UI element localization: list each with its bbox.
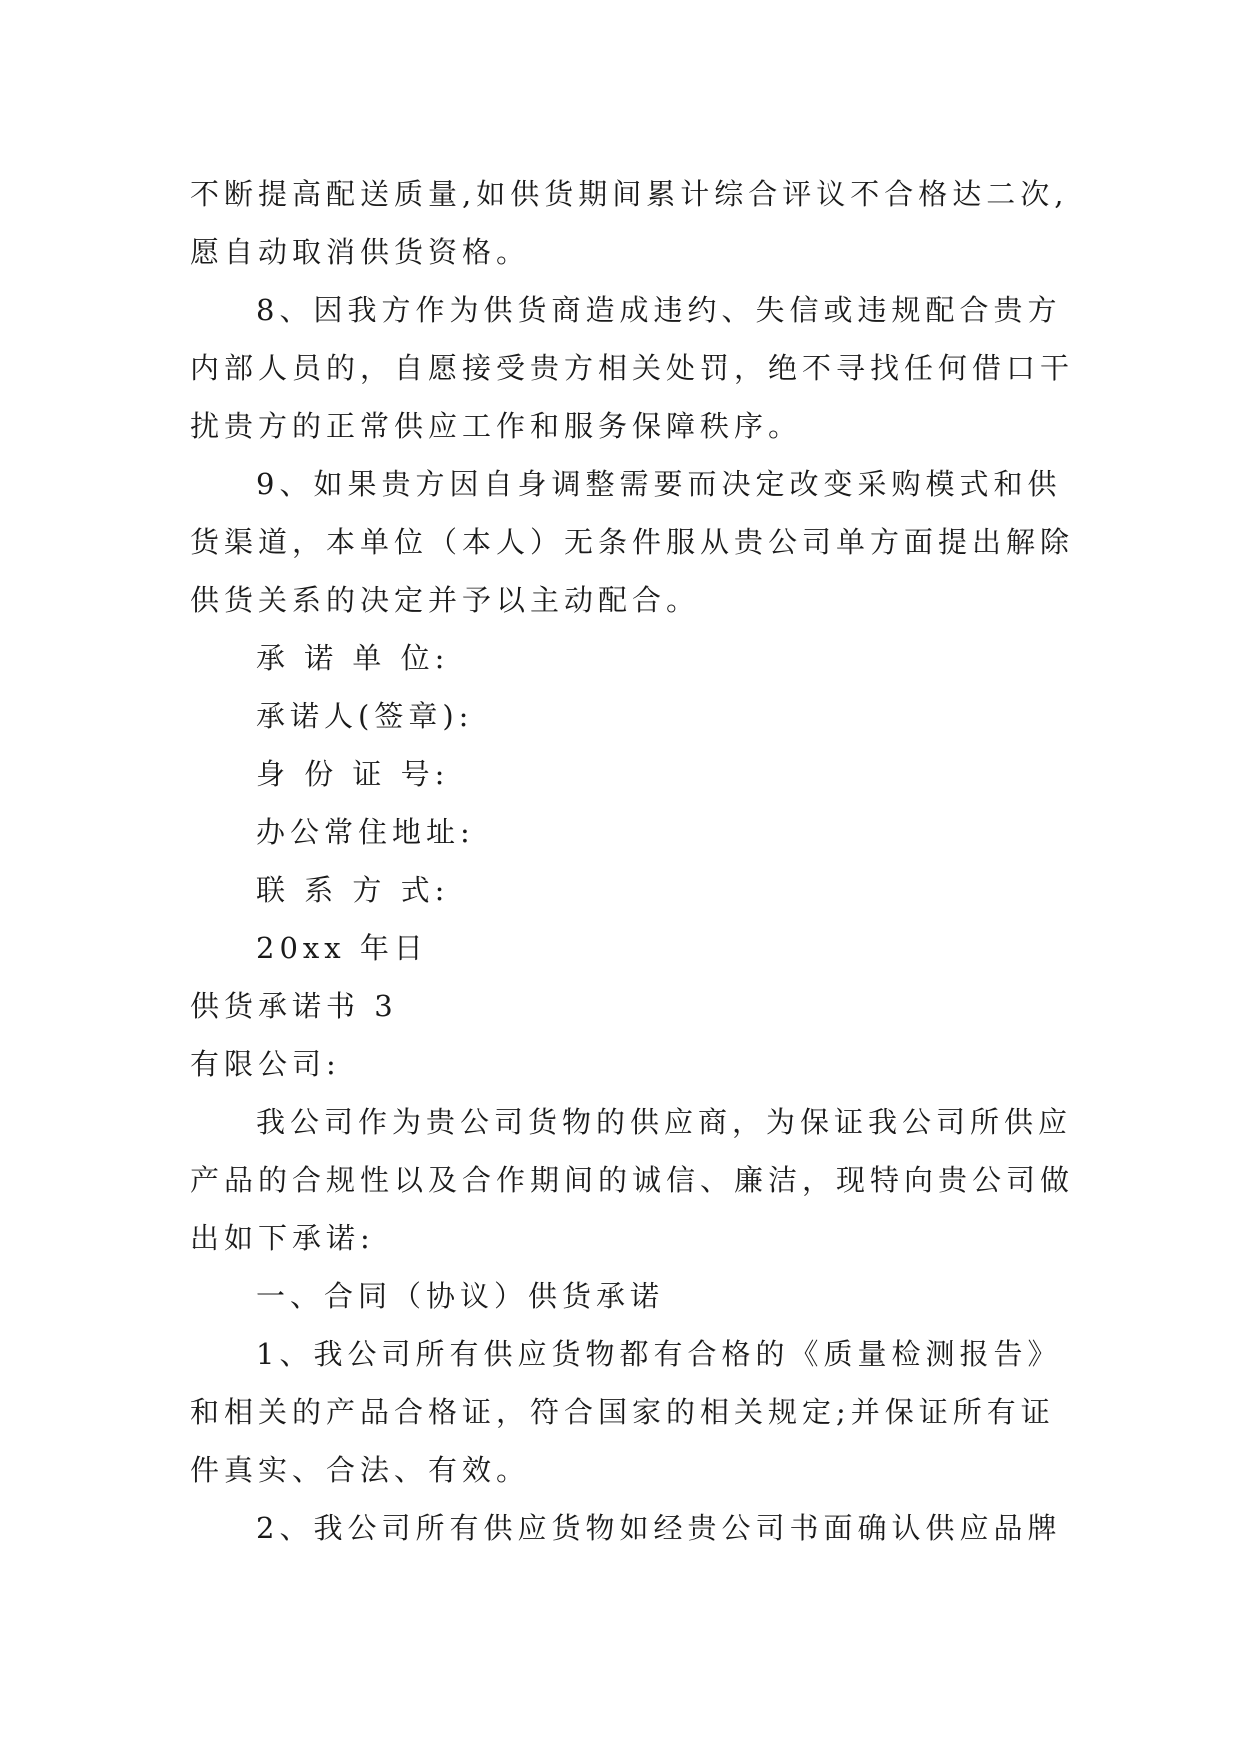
signature-field-address: 办公常住地址: bbox=[256, 815, 475, 849]
paragraph-line: 我公司作为贵公司货物的供应商，为保证我公司所供应 bbox=[256, 1105, 1073, 1139]
signature-field-id: 身 份 证 号: bbox=[256, 757, 450, 791]
paragraph-line: 件真实、合法、有效。 bbox=[190, 1453, 531, 1487]
paragraph-line: 9、如果贵方因自身调整需要而决定改变采购模式和供 bbox=[256, 467, 1062, 501]
paragraph-line: 内部人员的，自愿接受贵方相关处罚，绝不寻找任何借口干 bbox=[190, 351, 1075, 385]
paragraph-line: 和相关的产品合格证，符合国家的相关规定;并保证所有证 bbox=[190, 1395, 1055, 1429]
paragraph-line: 1、我公司所有供应货物都有合格的《质量检测报告》 bbox=[256, 1337, 1062, 1371]
paragraph-line: 扰贵方的正常供应工作和服务保障秩序。 bbox=[190, 409, 803, 443]
paragraph-line: 愿自动取消供货资格。 bbox=[190, 235, 531, 269]
addressee: 有限公司: bbox=[190, 1047, 341, 1081]
paragraph-line: 2、我公司所有供应货物如经贵公司书面确认供应品牌 bbox=[256, 1511, 1062, 1545]
paragraph-line: 供货关系的决定并予以主动配合。 bbox=[190, 583, 701, 617]
signature-field-unit: 承 诺 单 位: bbox=[256, 641, 450, 675]
paragraph-line: 产品的合规性以及合作期间的诚信、廉洁，现特向贵公司做 bbox=[190, 1163, 1075, 1197]
document-body bbox=[190, 165, 1075, 1557]
section-title: 供货承诺书 3 bbox=[190, 989, 398, 1023]
signature-field-signer: 承诺人(签章): bbox=[256, 699, 474, 733]
paragraph-line: 出如下承诺: bbox=[190, 1221, 375, 1255]
paragraph-line: 不断提高配送质量,如供货期间累计综合评议不合格达二次, bbox=[190, 177, 1069, 211]
paragraph-line: 8、因我方作为供货商造成违约、失信或违规配合贵方 bbox=[256, 293, 1062, 327]
paragraph-line: 货渠道，本单位（本人）无条件服从贵公司单方面提出解除 bbox=[190, 525, 1075, 559]
subsection-heading: 一、合同（协议）供货承诺 bbox=[256, 1279, 665, 1313]
signature-field-contact: 联 系 方 式: bbox=[256, 873, 450, 907]
signature-date: 20xx 年日 bbox=[256, 931, 428, 965]
